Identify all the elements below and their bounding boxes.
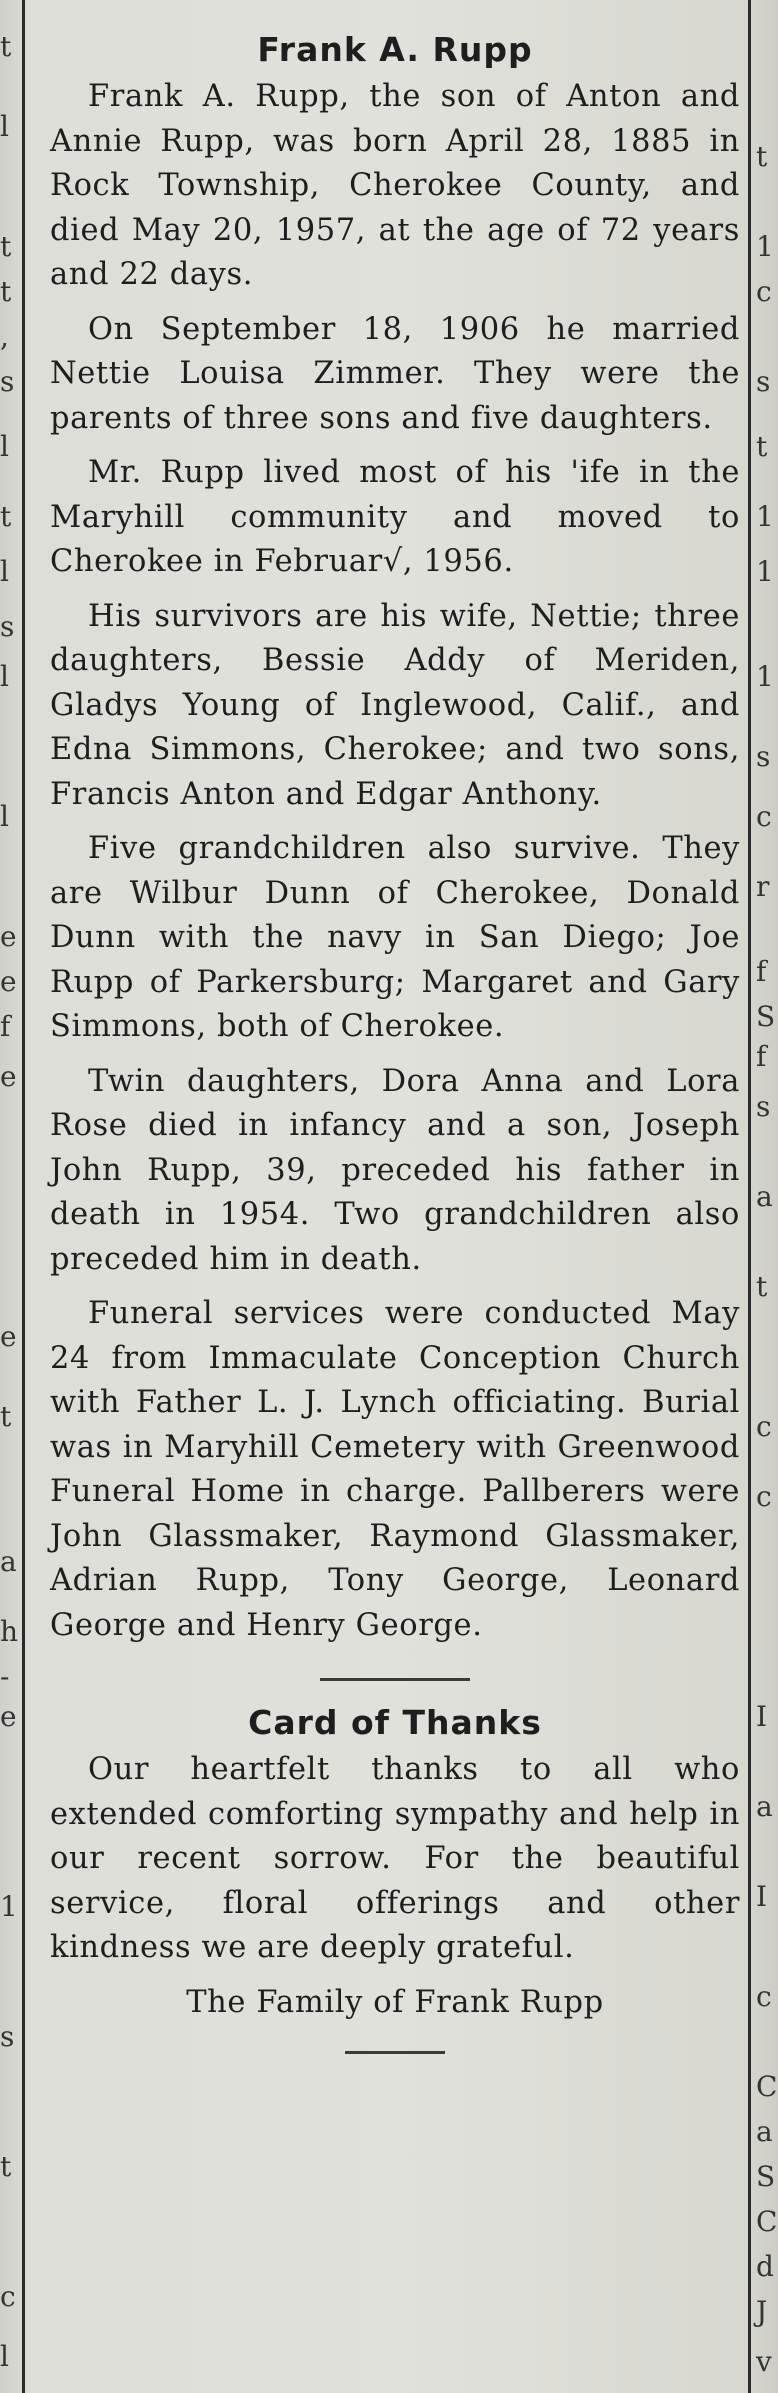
gutter-fragment: C	[756, 2205, 778, 2238]
gutter-fragment: S	[756, 1000, 776, 1033]
gutter-fragment: C	[756, 2070, 778, 2103]
gutter-fragment: t	[0, 30, 12, 63]
gutter-fragment: 1	[0, 1890, 18, 1923]
gutter-fragment: a	[756, 1790, 773, 1823]
gutter-fragment: l	[0, 800, 9, 833]
gutter-fragment: I	[756, 1700, 768, 1733]
gutter-fragment: l	[0, 660, 9, 693]
gutter-fragment: c	[756, 1980, 772, 2013]
gutter-fragment: 1	[756, 660, 774, 693]
card-of-thanks-signature: The Family of Frank Rupp	[186, 1984, 604, 2020]
gutter-fragment: a	[756, 1180, 773, 1213]
gutter-fragment: l	[0, 2340, 9, 2373]
gutter-fragment: t	[0, 2150, 12, 2183]
card-of-thanks-body: Our heartfelt thanks to all who extended comforting sympathy and help in our recent sorrow. For the beautiful service, floral offerings and other kindness we are deeply grateful.	[50, 1752, 740, 1965]
obituary-title: Frank A. Rupp	[257, 30, 533, 69]
gutter-fragment: t	[756, 1270, 768, 1303]
obituary-paragraph: Five grandchildren also survive. They are Wilbur Dunn of Cherokee, Donald Dunn with the navy in San Diego; Joe Rupp of Parkersburg; Margaret and Gary Simmons, both of Cherokee.	[50, 831, 740, 1044]
gutter-fragment: l	[0, 430, 9, 463]
obituary-paragraph: Funeral services were conducted May 24 from Immaculate Conception Church with Father L. J. Lynch officiating. Burial was in Maryhill Cemetery with Greenwood Funeral Home in charge. Pallberers were John Glassmaker, Raymond Glassmaker, Adrian Rupp, Tony George, Leonard George and Henry George.	[50, 1296, 740, 1643]
obituary-paragraph: His survivors are his wife, Nettie; three daughters, Bessie Addy of Meriden, Gladys Young of Inglewood, Calif., and Edna Simmons, Cherokee; and two sons, Francis Anton and Edgar Anthony.	[50, 598, 740, 812]
right-column-rule	[748, 0, 751, 2393]
article-column	[50, 30, 740, 2054]
obituary-paragraph: Twin daughters, Dora Anna and Lora Rose died in infancy and a son, Joseph John Rupp, 39, preceded his father in death in 1954. Two grandchildren also preceded him in death.	[50, 1063, 740, 1277]
gutter-fragment: s	[0, 2020, 15, 2053]
gutter-fragment: S	[756, 2160, 776, 2193]
gutter-fragment: c	[756, 275, 772, 308]
left-column-rule	[22, 0, 25, 2393]
gutter-fragment: f	[756, 955, 767, 988]
gutter-fragment: I	[756, 1880, 768, 1913]
gutter-fragment: 1	[756, 500, 774, 533]
gutter-fragment: s	[0, 365, 15, 398]
gutter-fragment: c	[756, 800, 772, 833]
obituary-paragraph: On September 18, 1906 he married Nettie Louisa Zimmer. They were the parents of three sons and five daughters.	[50, 311, 740, 436]
gutter-fragment: s	[0, 610, 15, 643]
gutter-fragment: d	[756, 2250, 774, 2283]
obituary-paragraph: Frank A. Rupp, the son of Anton and Annie Rupp, was born April 28, 1885 in Rock Township, Cherokee County, and died May 20, 1957, at the age of 72 years and 22 days.	[50, 79, 740, 292]
gutter-fragment: J	[756, 2295, 768, 2328]
gutter-fragment: h	[0, 1615, 19, 1648]
obituary-paragraph: Mr. Rupp lived most of his 'ife in the Maryhill community and moved to Cherokee in Februar√, 1956.	[50, 455, 740, 579]
gutter-fragment: -	[0, 1660, 10, 1693]
gutter-fragment: l	[0, 555, 9, 588]
card-of-thanks-title: Card of Thanks	[248, 1703, 542, 1742]
gutter-fragment: f	[0, 1010, 11, 1043]
gutter-fragment: t	[756, 140, 768, 173]
gutter-fragment: s	[756, 365, 771, 398]
section-divider	[320, 1678, 470, 1681]
gutter-fragment: s	[756, 1090, 771, 1123]
gutter-fragment: t	[0, 500, 12, 533]
gutter-fragment: t	[0, 230, 12, 263]
gutter-fragment: e	[0, 965, 17, 998]
gutter-fragment: t	[756, 430, 768, 463]
bottom-divider	[345, 2051, 445, 2054]
gutter-fragment: e	[0, 1700, 17, 1733]
gutter-fragment: t	[0, 1400, 12, 1433]
gutter-fragment: a	[0, 1545, 17, 1578]
gutter-fragment: 1	[756, 230, 774, 263]
gutter-fragment: c	[0, 2280, 16, 2313]
gutter-fragment: a	[756, 2115, 773, 2148]
gutter-fragment: l	[0, 110, 9, 143]
left-gutter-fragments	[0, 0, 20, 2393]
gutter-fragment: e	[0, 1320, 17, 1353]
gutter-fragment: ,	[0, 320, 9, 353]
gutter-fragment: v	[756, 2345, 772, 2378]
gutter-fragment: t	[0, 275, 12, 308]
gutter-fragment: 1	[756, 555, 774, 588]
gutter-fragment: e	[0, 920, 17, 953]
gutter-fragment: c	[756, 1410, 772, 1443]
gutter-fragment: c	[756, 1480, 772, 1513]
gutter-fragment: s	[756, 740, 771, 773]
gutter-fragment: e	[0, 1060, 17, 1093]
right-gutter-fragments	[756, 0, 776, 2393]
gutter-fragment: r	[756, 870, 770, 903]
gutter-fragment: f	[756, 1040, 767, 1073]
